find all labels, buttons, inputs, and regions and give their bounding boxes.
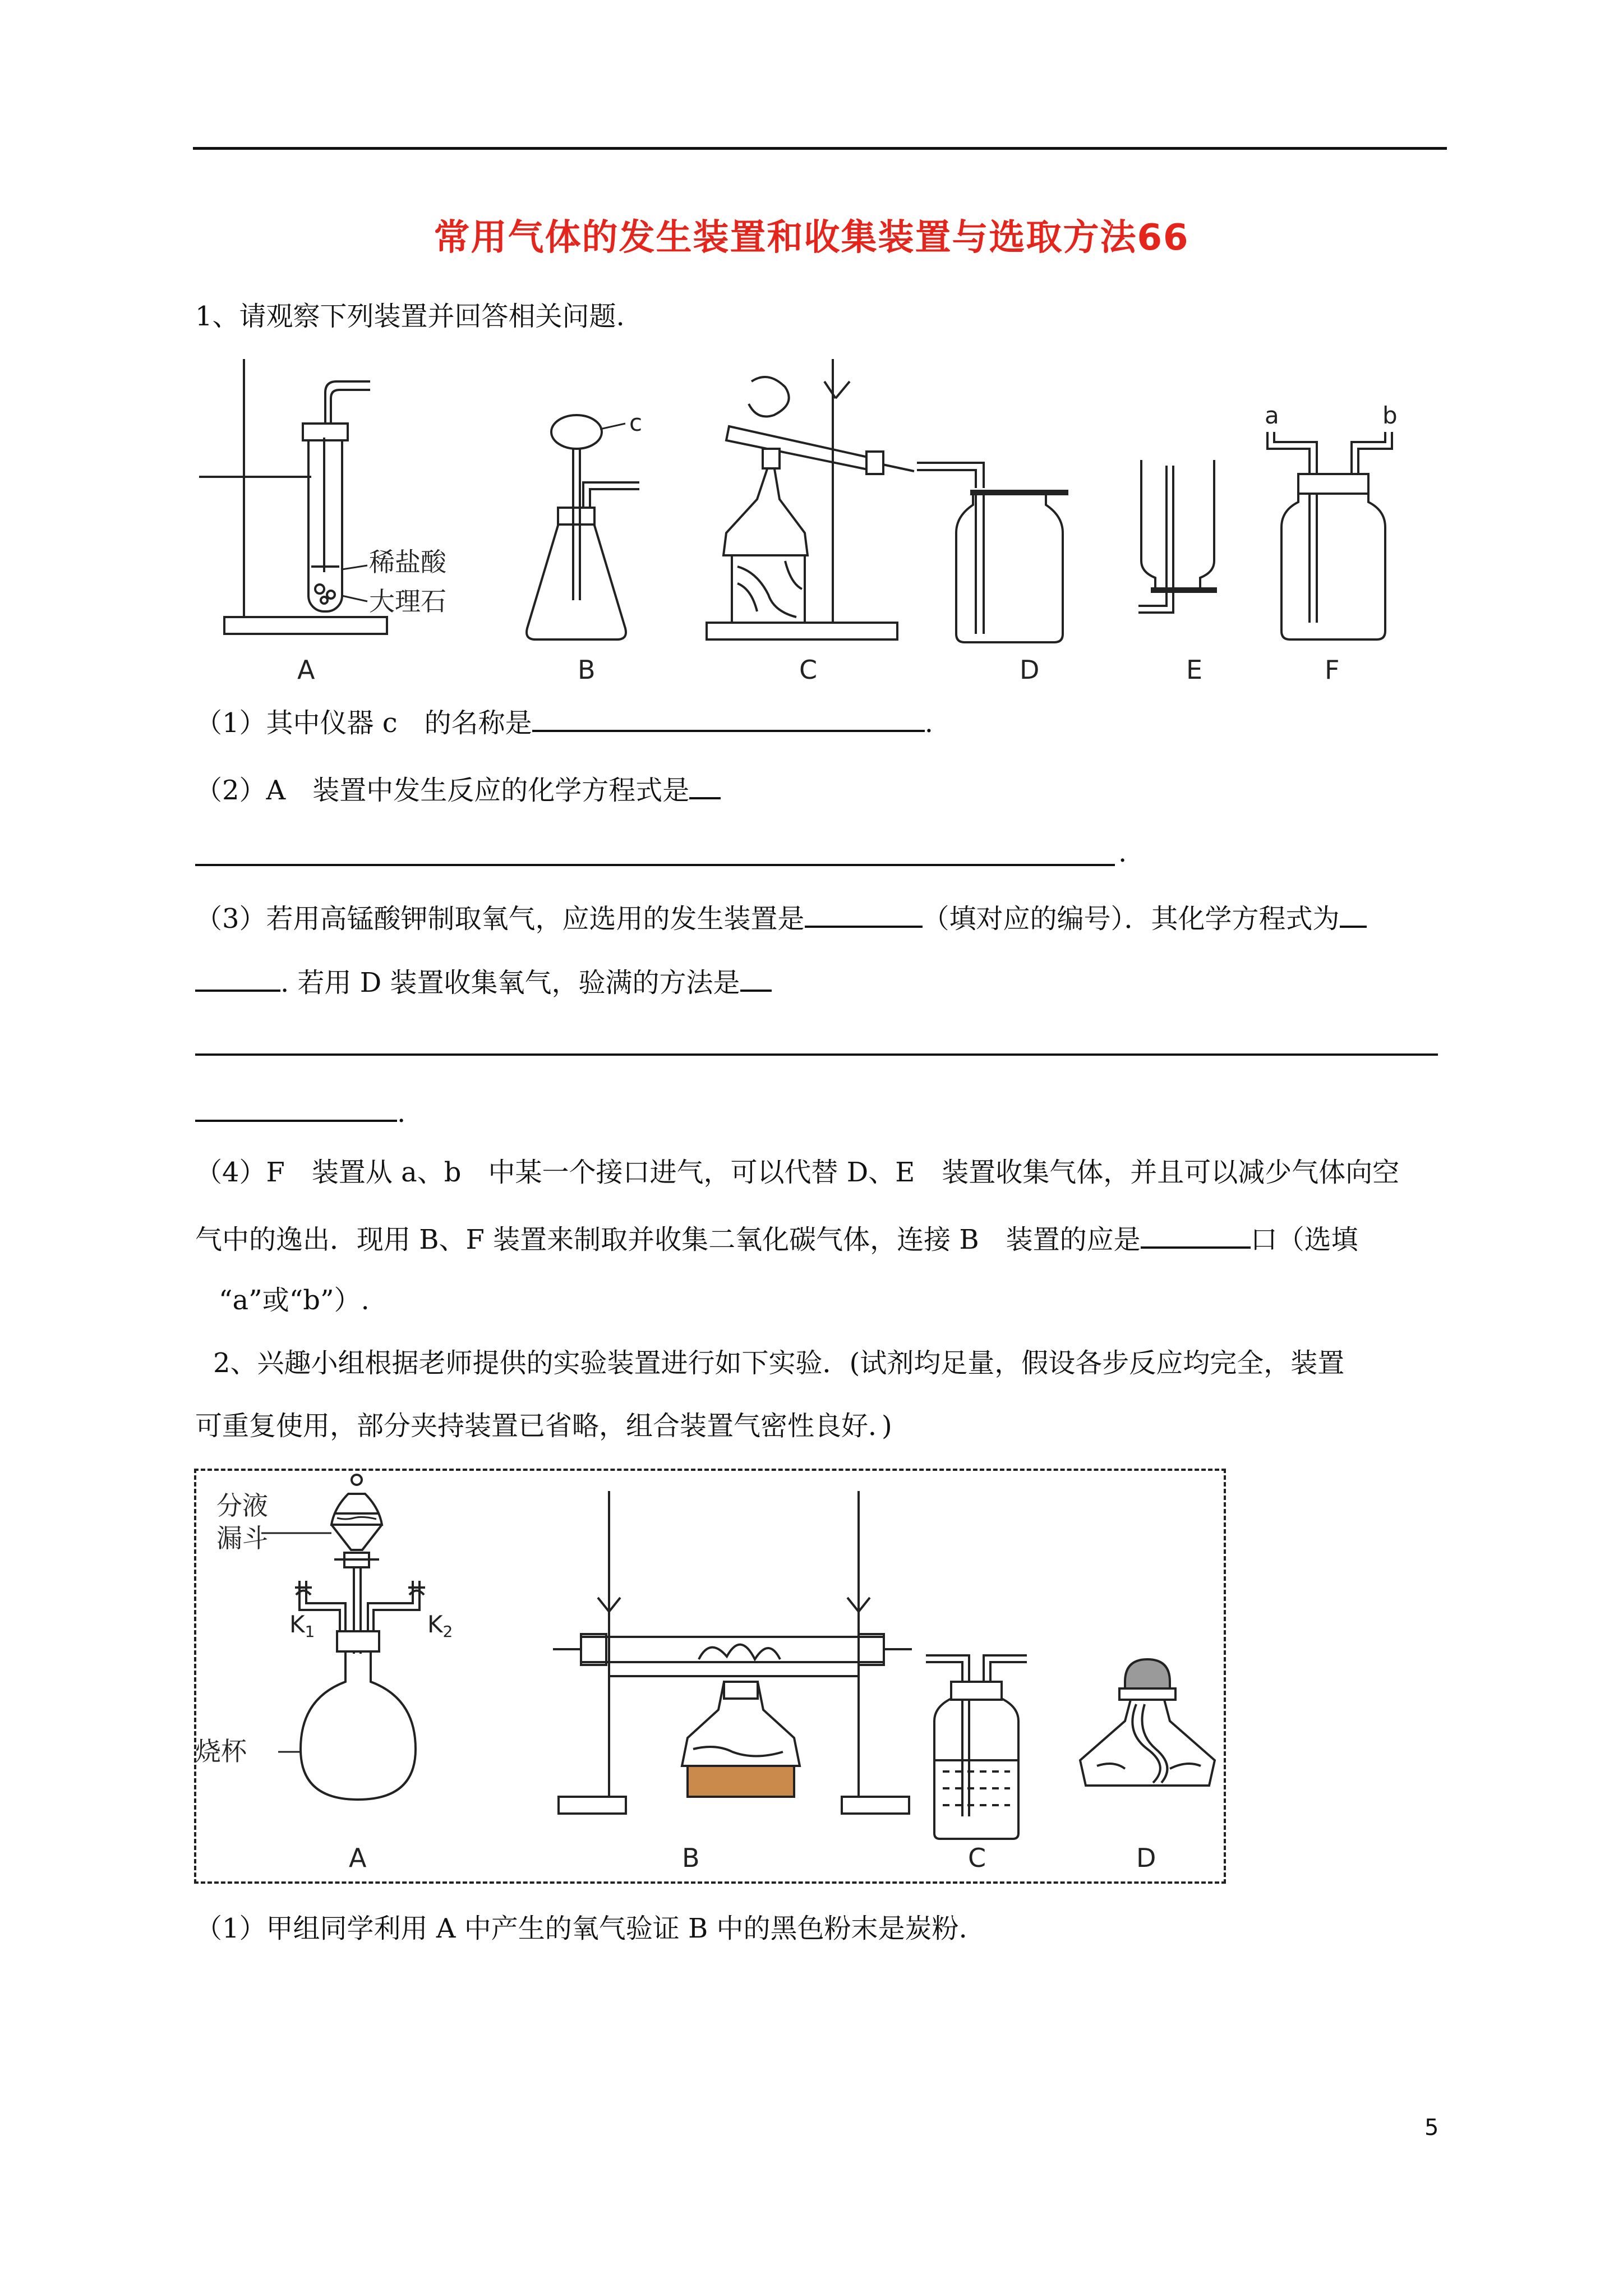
q2-stem-line1: 2、兴趣小组根据老师提供的实验装置进行如下实验．(试剂均足量，假设各步反应均完全，装置 bbox=[213, 1347, 1345, 1379]
q1-part4-text-b: 口（选填 bbox=[1250, 1224, 1358, 1255]
q1-part2-end: . bbox=[1118, 837, 1127, 868]
q1-part4-line2 bbox=[195, 1221, 1358, 1257]
a-reagent-2: 大理石 bbox=[369, 586, 446, 616]
q1-part1-end: . bbox=[924, 707, 933, 739]
q1-part4-line3: “a”或“b”）. bbox=[219, 1285, 370, 1316]
q2-part1: （1）甲组同学利用 A 中产生的氧气验证 B 中的黑色粉末是炭粉. bbox=[195, 1913, 967, 1944]
f-port-b: b bbox=[1382, 402, 1398, 429]
header-rule bbox=[193, 147, 1447, 150]
apparatus-b bbox=[527, 415, 639, 639]
apparatus-f bbox=[1267, 432, 1392, 639]
q1-part3-blank-eq-end[interactable] bbox=[195, 964, 280, 992]
a-funnel-label-1: 分液 bbox=[216, 1490, 268, 1521]
q1-part3-tail bbox=[195, 1094, 405, 1130]
q1-part3-blank-eq-start[interactable] bbox=[1340, 900, 1367, 928]
q1-part3-text-b: （填对应的编号）．其化学方程式为 bbox=[922, 903, 1340, 935]
q2-figure bbox=[194, 1469, 1226, 1884]
q1-part3-cont bbox=[195, 964, 772, 1000]
a-flask-label: 烧杯 bbox=[195, 1736, 247, 1766]
a-k2-label: K2 bbox=[427, 1611, 453, 1641]
fig1-label-e: E bbox=[1186, 655, 1203, 685]
page-number: 5 bbox=[1424, 2115, 1439, 2141]
q1-part3-blank-check-start[interactable] bbox=[740, 964, 772, 992]
q1-part1 bbox=[195, 704, 933, 740]
fig1-label-b: B bbox=[578, 655, 596, 685]
apparatus-c-bottle bbox=[926, 1655, 1027, 1839]
fig2-label-d: D bbox=[1136, 1843, 1156, 1873]
apparatus-a-flask bbox=[261, 1475, 425, 1800]
q1-part1-text: （1）其中仪器 c 的名称是 bbox=[195, 707, 532, 739]
f-port-a: a bbox=[1265, 402, 1279, 429]
q1-part3 bbox=[195, 900, 1367, 936]
apparatus-a bbox=[199, 359, 387, 634]
q1-figure bbox=[191, 348, 1447, 696]
q1-part2-text: （2）A 装置中发生反应的化学方程式是 bbox=[195, 775, 690, 806]
q2-stem-line2: 可重复使用，部分夹持装置已省略，组合装置气密性良好．) bbox=[195, 1410, 892, 1442]
q1-part4-line1: （4）F 装置从 a、b 中某一个接口进气，可以代替 D、E 装置收集气体，并且可以减少气体向空 bbox=[195, 1157, 1400, 1188]
fig1-label-c: C bbox=[799, 655, 818, 685]
q1-part1-blank[interactable] bbox=[532, 704, 925, 732]
apparatus-d bbox=[917, 463, 1068, 642]
a-funnel-label-2: 漏斗 bbox=[216, 1523, 268, 1553]
fig2-label-c: C bbox=[968, 1843, 986, 1873]
apparatus-e bbox=[1138, 460, 1217, 613]
fig1-label-f: F bbox=[1325, 655, 1340, 685]
q1-part3-blank-check-end[interactable] bbox=[195, 1094, 397, 1122]
q1-part4-text-a: 气中的逸出．现用 B、F 装置来制取并收集二氧化碳气体，连接 B 装置的应是 bbox=[195, 1224, 1141, 1255]
fig2-label-a: A bbox=[349, 1843, 367, 1873]
fig2-label-b: B bbox=[682, 1843, 700, 1873]
apparatus-c bbox=[707, 359, 914, 639]
q1-part2 bbox=[195, 771, 721, 807]
q1-part3-blank-device[interactable] bbox=[805, 900, 923, 928]
apparatus-d-lamp bbox=[1080, 1659, 1215, 1786]
fig1-label-a: A bbox=[297, 655, 315, 685]
fig1-label-d: D bbox=[1020, 655, 1040, 685]
b-mark-c: c bbox=[629, 409, 643, 436]
q1-part3-text-c: . 若用 D 装置收集氧气，验满的方法是 bbox=[280, 967, 740, 999]
q1-part3-end: . bbox=[397, 1097, 406, 1129]
q1-part4-blank-port[interactable] bbox=[1141, 1221, 1251, 1249]
apparatus-b-tube bbox=[553, 1491, 912, 1814]
q1-part2-blank-start[interactable] bbox=[689, 771, 721, 799]
page-title: 常用气体的发生装置和收集装置与选取方法66 bbox=[434, 217, 1189, 259]
a-reagent-1: 稀盐酸 bbox=[369, 547, 446, 577]
q1-part3-text-a: （3）若用高锰酸钾制取氧气，应选用的发生装置是 bbox=[195, 903, 805, 935]
q1-stem: 1、请观察下列装置并回答相关问题. bbox=[195, 301, 625, 332]
q1-part2-answer-line[interactable] bbox=[195, 864, 1115, 866]
q1-part3-answer-line[interactable] bbox=[195, 1053, 1438, 1056]
a-k1-label: K1 bbox=[289, 1611, 315, 1641]
